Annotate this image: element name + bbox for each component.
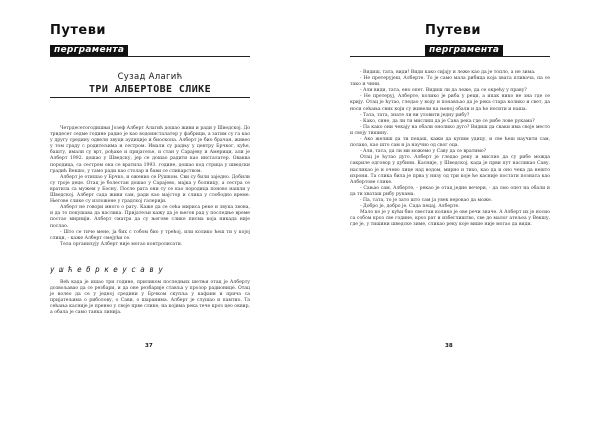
- header-rule: [350, 56, 550, 57]
- paragraph: Тела организују Алберт није могао контролисати.: [60, 241, 183, 247]
- logo-word: Путеви: [50, 23, 107, 38]
- book-logo: [50, 24, 138, 56]
- paragraph: Алберт је отишао у Брчко, и оженио се Рушком. Сви су били заједно. Добили су троје деце. Отац је болестан дошао у Сарајево, мајка у болницу, а сестра се вратила са мужем у Босну. После рата они су се као породица поново нашли у Шведској. Алберт сада живи сам, ради као мајстор и слика у слободно време. Његове слике су изложене у градској галерији.: [50, 174, 250, 205]
- paragraph: Мало ко је у кући био свестан колико је ове речи значе. А Алберт их је носио са собом кроз све године, кроз рат и избеглиштво, све до малог атељеа у Векшу, где је, у тишини шведске зиме, сликао реку које више није могао да види.: [350, 210, 550, 228]
- paragraph: - Како, сине, да ли ти мислиш да је Сава река где се рибе лове рукама?: [360, 118, 535, 124]
- page-number: 38: [445, 343, 453, 349]
- paragraph: - Видиш, тата, види! Види како сијају и леже као да је топло, а не зима.: [360, 70, 536, 75]
- left-section-text: [50, 280, 250, 317]
- paragraph: - Не претеруј, Алберте, колико је риба у реци, а ипак нико не зна где се крију. Отац је ћутао, гледао у воду и понављао да је река стара колико и свет, да носи сећања свих који су живели на њеној обали и да ће носити и наша.: [350, 94, 550, 112]
- section-subhead: у ш ћ е б р к е у с а в у: [50, 265, 163, 274]
- paragraph: - Што се тиче мене, ја бих с тобом био у трећој, или колико ћеш ти у којој слици, - каже Алберт смејући се.: [50, 229, 250, 241]
- logo-subtitle: перграмента: [425, 45, 503, 56]
- logo-subtitle: перграмента: [50, 45, 128, 56]
- paragraph: Већ када је ишао три године, приликом последњих шетњи отац је Алберту дозвољавао да се резбари, и да оне резбарије ставља у прозор радионице. Отац је волео да се у једној средини у Брчком скупља у кафани и прича са пријатељима о риболову, о Сави, о шаранима. Алберт је слушао и памтио. Та сећања касније је пренео у своје прве слике, на којима река тече кроз цео оквир, а обала је само танка линија.: [50, 280, 250, 316]
- paragraph: - Па, тата, то је зато што сам ја увек веровао да може.: [360, 197, 493, 203]
- right-page: [300, 0, 600, 424]
- title-rule: [50, 97, 250, 98]
- paragraph: - Добро је, добро је. Сада пецај, Алберте.: [360, 204, 460, 210]
- left-body-text: [50, 126, 250, 248]
- paragraph: - Али, тата, да ли ми можемо у Саву да се вратимо?: [360, 149, 487, 155]
- paragraph: Четрдесетогодишњи Јозеф Алберт Алагић дошао живи и ради у Шведској. До тридесет седме године радио је као водоинсталатер у фабрици, а затим су га као у другу средину одвели звуци аудиције и биоскопа. Алберт је био брачан, живео у том граду с родитељима и сестром. Имали су радњу у центру Брчког, куће, башту, имали су врт, рођаке и пријатеље, и стан у Сарајеву и Америци, али је Алберт 1992. дошао у Шведску, јер се дошао радити као инсталатер. Оваква породица, са сестром она се вратила 1993. године, дошао код стрица у шведски градић Векшо, у тамо ради као столар и бави се сликарством.: [50, 126, 250, 174]
- paragraph: - Тата, тата, знате ли ви уловити једну рибу?: [360, 112, 470, 118]
- paragraph: Отац је ћутао дуго. Алберт је гледао реку и мислио да су рибе можда сакриле одговор у дубини. Касније, у Шведској, када је први пут насликао Саву, насликао је и очево лице над водом, мирно и тихо, као да и оно чека да нешто изрони. Та слика била је прва у низу од три које ће касније постати позната као Албертове слике.: [350, 155, 550, 185]
- author-name: Сузад Алагић: [117, 72, 183, 82]
- header-rule: [50, 56, 250, 57]
- paragraph: - Не претерујеш, Алберте. То је само мала рибица која хвата пливача, па се тако и чини.: [350, 76, 550, 88]
- paragraph: - Па како они чекају на обали онолико дуго? Видиш да сваки има своје место и своју тишину.: [350, 124, 550, 136]
- paragraph: - Али види, тата, ено опет. Видиш ли да леже, да се окрећу у праву?: [360, 88, 527, 94]
- story-title: ТРИ АЛБЕРТОВЕ СЛИКЕ: [89, 84, 211, 95]
- paragraph: - Сањао сам, Алберте, - рекао је отац једне вечери, - да смо опет на обали и да ти хваташ рибу рукама.: [350, 185, 550, 197]
- paragraph: Алберт не говори много о рату. Каже да се сећа мириса реке и звука звона, и да то покушава да наслика. Пријатељи кажу да је његов рад у последње време постао мирнији. Алберт сматра да су његове слике писма која никада није послао.: [50, 205, 250, 229]
- logo-word: Путеви: [425, 23, 482, 38]
- right-body-text: [350, 70, 550, 228]
- book-logo: [425, 24, 513, 56]
- page-number: 37: [145, 343, 153, 349]
- paragraph: - Ако желиш да ти пецаш, кажи да купим удицу, и све ћеш научити сам, полако, као што сам и ја научио од свог оца.: [350, 137, 550, 149]
